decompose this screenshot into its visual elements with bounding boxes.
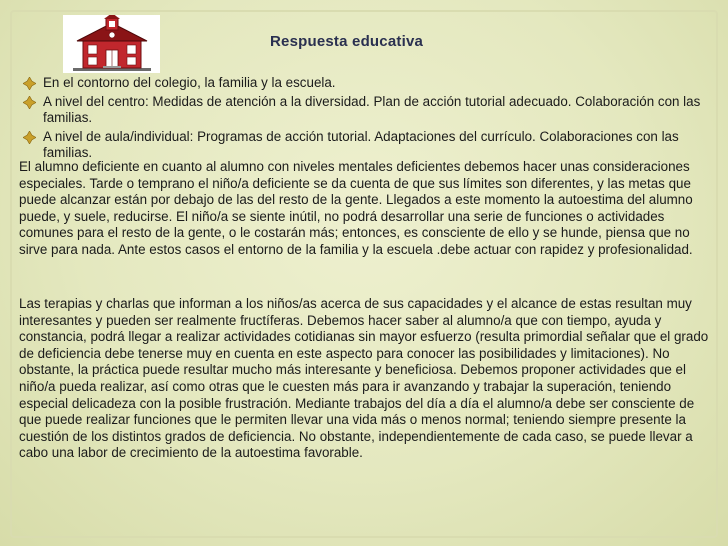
school-logo bbox=[63, 15, 160, 73]
bullet-text: A nivel de aula/individual: Programas de acción tutorial. Adaptaciones del currículo. Colaboraciones con las familias. bbox=[43, 128, 679, 160]
diamond-bullet-icon bbox=[23, 77, 36, 90]
bullet-list bbox=[22, 75, 718, 164]
bullet-text: A nivel del centro: Medidas de atención a la diversidad. Plan de acción tutorial adecuado. Colaboración con las familias. bbox=[43, 93, 701, 125]
bullet-text: En el contorno del colegio, la familia y la escuela. bbox=[43, 75, 336, 90]
slide-title: Respuesta educativa bbox=[270, 33, 424, 50]
diamond-bullet-icon bbox=[23, 96, 36, 109]
paragraph-deficiencia: El alumno deficiente en cuanto al alumno con niveles mentales deficientes debemos hacer unas consideraciones especiales. Tarde o temprano el niño/a deficiente se da cuenta de que sus límites son diferentes, y las metas que puede alcanzar están por debajo de las del resto de la gente. Llegados a este momento la autoestima del alumno puede, y suele, reducirse. El niño/a se siente inútil, no podrá desarrollar una serie de funciones o actividades comunes para el resto de la gente, o le costarán más; entonces, es consciente de ello y se hunde, piensa que no sirve para nada. Ante estos casos el entorno de la familia y la escuela .debe actuar con rapidez y profesionalidad. bbox=[19, 159, 693, 257]
diamond-bullet-icon bbox=[23, 131, 36, 144]
bullet-item bbox=[22, 94, 718, 127]
bullet-item bbox=[22, 75, 718, 92]
paragraph-terapias: Las terapias y charlas que informan a los niños/as acerca de sus capacidades y el alcance de estas resultan muy interesantes y pueden ser realmente fructíferas. Debemos hacer saber al alumno/a que con tiempo, ayuda y constancia, podrá llegar a realizar actividades cotidianas sin mayor esfuerzo (resulta primordial señalar que el grado de deficiencia debe tenerse muy en cuenta en este aspecto para conocer las posibilidades y limitaciones). No obstante, la práctica puede resultar mucho más interesante y beneficiosa. Debemos proponer actividades que el niño/a pueda realizar, así como otras que le cuesten más para ir avanzando y trabajar la superación, teniendo especial delicadeza con la posible frustración. Mediante trabajos del día a día el alumno/a debe ser consciente de que puede realizar funciones que le permiten llevar una vida más o menos normal; teniendo siempre presente la cuestión de los distintos grados de deficiencia. No obstante, independientemente de cada caso, se puede llevar a cabo una labor de crecimiento de la autoestima favorable. bbox=[19, 296, 709, 461]
bullet-item bbox=[22, 129, 718, 162]
school-house-icon bbox=[63, 15, 160, 73]
